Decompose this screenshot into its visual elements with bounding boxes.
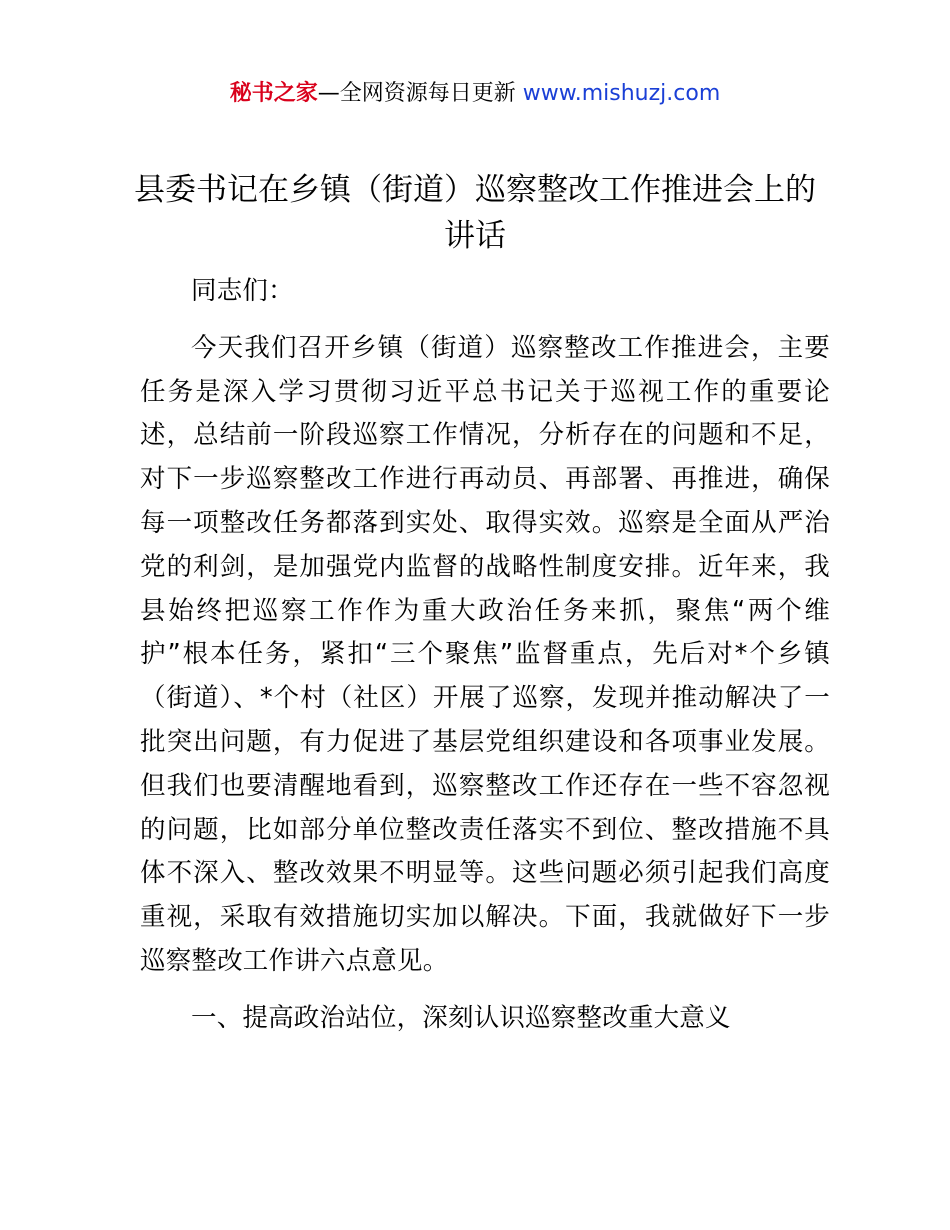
greeting: 同志们： (191, 276, 294, 306)
site-url[interactable]: www.mishuzj.com (522, 81, 721, 106)
header-tagline: —全网资源每日更新 (317, 81, 516, 106)
document-body (140, 270, 830, 1041)
document-title: 县委书记在乡镇（街道）巡察整改工作推进会上的讲话 (134, 172, 816, 254)
site-header (0, 76, 950, 112)
brand-name: 秘书之家 (229, 81, 318, 106)
section-heading: 一、提高政治站位，深刻认识巡察整改重大意义 (191, 1002, 731, 1033)
paragraph: 今天我们召开乡镇（街道）巡察整改工作推进会，主要任务是深入学习贯彻习近平总书记关于巡视工作的重要论述，总结前一阶段巡察工作情况，分析存在的问题和不足，对下一步巡察整改工作进行再动员、再部署、再推进，确保每一项整改任务都落到实处、取得实效。巡察是全面从严治党的利剑，是加强党内监督的战略性制度安排。近年来，我县始终把巡察工作作为重大政治任务来抓，聚焦“两个维护”根本任务，紧扣“三个聚焦”监督重点，先后对*个乡镇（街道）、*个村（社区）开展了巡察，发现并推动解决了一批突出问题，有力促进了基层党组织建设和各项事业发展。但我们也要清醒地看到，巡察整改工作还存在一些不容忽视的问题，比如部分单位整改责任落实不到位、整改措施不具体不深入、整改效果不明显等。这些问题必须引起我们高度重视，采取有效措施切实加以解决。下面，我就做好下一步巡察整改工作讲六点意见。 (140, 332, 830, 976)
